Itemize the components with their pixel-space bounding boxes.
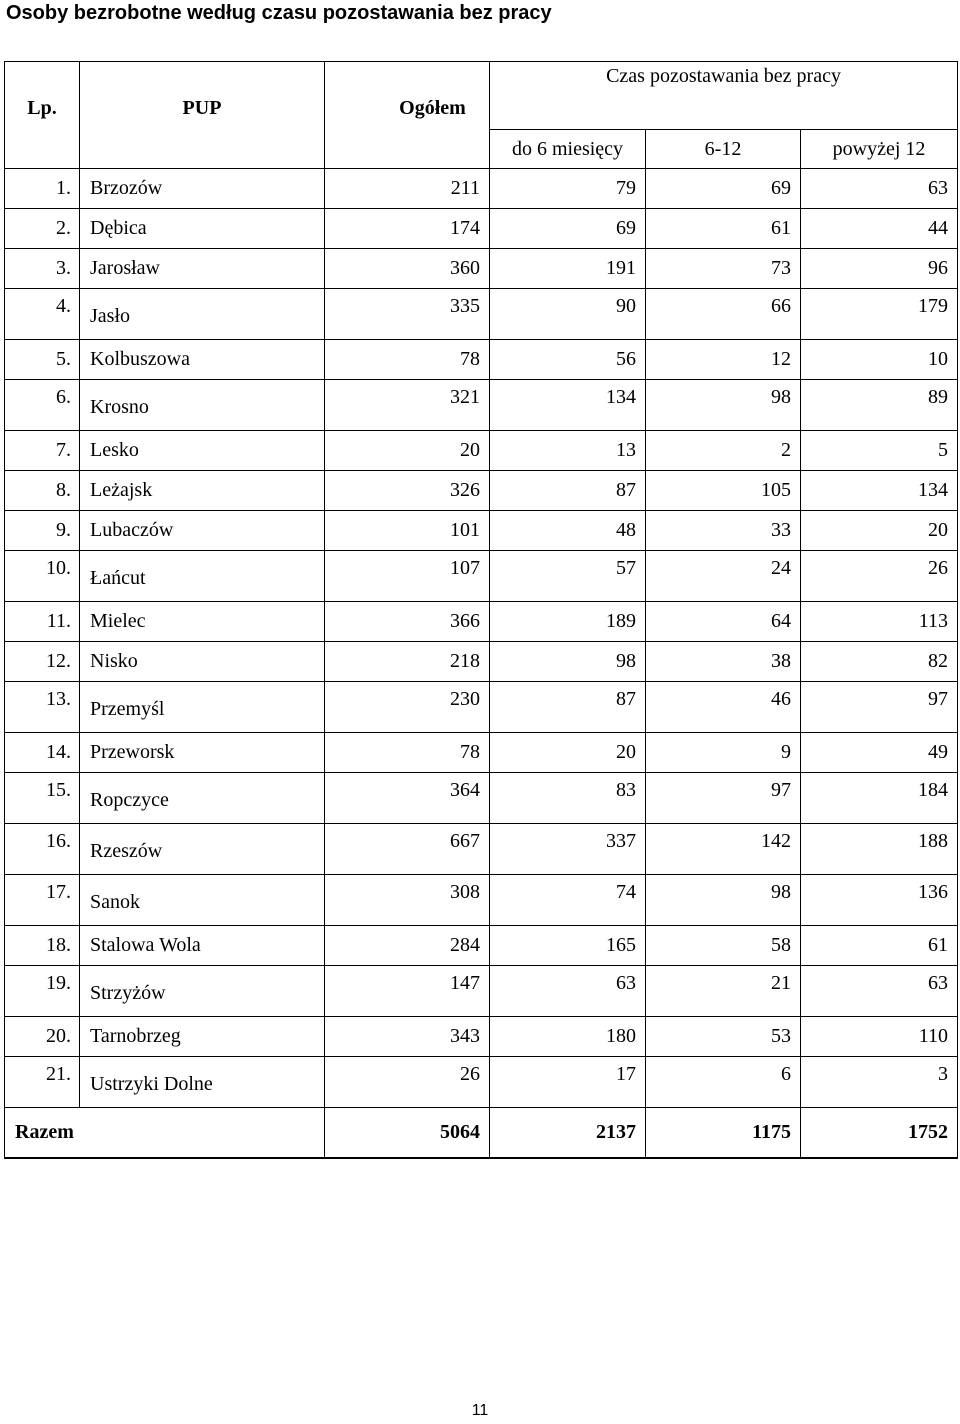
row-6-12: 38 [646,642,801,682]
row-pup: Nisko [80,642,325,682]
header-6-12-months: 6-12 [646,130,801,169]
row-6-12: 6 [646,1057,801,1108]
row-6-12: 21 [646,966,801,1017]
row-6-12: 98 [646,875,801,926]
table-row [5,773,958,824]
row-pup: Przeworsk [80,733,325,773]
row-6-12: 142 [646,824,801,875]
row-6-12: 33 [646,511,801,551]
row-6-12: 73 [646,249,801,289]
table-row [5,289,958,340]
row-over-12: 136 [801,875,958,926]
row-total: 284 [325,926,490,966]
table-row [5,471,958,511]
row-pup: Rzeszów [80,824,325,875]
row-up-to-6: 87 [490,471,646,511]
row-lp: 8. [5,471,80,511]
row-up-to-6: 98 [490,642,646,682]
row-over-12: 10 [801,340,958,380]
row-up-to-6: 13 [490,431,646,471]
row-total: 366 [325,602,490,642]
table-row [5,926,958,966]
row-pup: Lubaczów [80,511,325,551]
row-6-12: 58 [646,926,801,966]
row-over-12: 134 [801,471,958,511]
totals-total: 5064 [325,1108,490,1158]
row-up-to-6: 56 [490,340,646,380]
row-lp: 9. [5,511,80,551]
row-over-12: 179 [801,289,958,340]
row-over-12: 63 [801,169,958,209]
row-lp: 20. [5,1017,80,1057]
row-over-12: 97 [801,682,958,733]
header-over-12-months: powyżej 12 [801,130,958,169]
row-6-12: 98 [646,380,801,431]
row-lp: 12. [5,642,80,682]
row-total: 20 [325,431,490,471]
row-total: 335 [325,289,490,340]
table-row [5,511,958,551]
table-row [5,602,958,642]
row-total: 211 [325,169,490,209]
row-up-to-6: 63 [490,966,646,1017]
page-number: 11 [471,1402,489,1419]
row-6-12: 2 [646,431,801,471]
row-total: 667 [325,824,490,875]
row-total: 107 [325,551,490,602]
row-total: 364 [325,773,490,824]
row-6-12: 53 [646,1017,801,1057]
row-6-12: 46 [646,682,801,733]
row-up-to-6: 74 [490,875,646,926]
table-row [5,249,958,289]
row-6-12: 64 [646,602,801,642]
row-up-to-6: 20 [490,733,646,773]
row-pup: Krosno [80,380,325,431]
row-lp: 6. [5,380,80,431]
row-lp: 14. [5,733,80,773]
row-lp: 3. [5,249,80,289]
row-lp: 1. [5,169,80,209]
row-pup: Lesko [80,431,325,471]
row-over-12: 44 [801,209,958,249]
totals-over-12: 1752 [801,1108,958,1158]
row-up-to-6: 17 [490,1057,646,1108]
row-pup: Leżajsk [80,471,325,511]
row-up-to-6: 69 [490,209,646,249]
row-pup: Jasło [80,289,325,340]
row-over-12: 110 [801,1017,958,1057]
page-title: Osoby bezrobotne według czasu pozostawania bez pracy [6,2,552,24]
row-up-to-6: 191 [490,249,646,289]
row-lp: 15. [5,773,80,824]
row-up-to-6: 87 [490,682,646,733]
row-over-12: 26 [801,551,958,602]
totals-label: Razem [5,1108,325,1158]
table-row [5,169,958,209]
row-total: 101 [325,511,490,551]
row-over-12: 82 [801,642,958,682]
row-up-to-6: 79 [490,169,646,209]
table-row [5,642,958,682]
row-lp: 21. [5,1057,80,1108]
row-over-12: 63 [801,966,958,1017]
row-up-to-6: 189 [490,602,646,642]
row-pup: Strzyżów [80,966,325,1017]
table-row [5,1017,958,1057]
row-total: 174 [325,209,490,249]
row-pup: Stalowa Wola [80,926,325,966]
row-pup: Ustrzyki Dolne [80,1057,325,1108]
row-total: 308 [325,875,490,926]
row-up-to-6: 90 [490,289,646,340]
row-total: 26 [325,1057,490,1108]
header-lp: Lp. [5,62,80,169]
table-row [5,551,958,602]
row-up-to-6: 57 [490,551,646,602]
table-row [5,733,958,773]
row-up-to-6: 165 [490,926,646,966]
row-6-12: 12 [646,340,801,380]
header-pup: PUP [80,62,325,169]
row-pup: Przemyśl [80,682,325,733]
row-lp: 5. [5,340,80,380]
table-row [5,875,958,926]
row-up-to-6: 180 [490,1017,646,1057]
row-lp: 19. [5,966,80,1017]
row-over-12: 113 [801,602,958,642]
row-6-12: 105 [646,471,801,511]
row-lp: 16. [5,824,80,875]
row-over-12: 89 [801,380,958,431]
row-lp: 17. [5,875,80,926]
row-up-to-6: 48 [490,511,646,551]
table-row [5,209,958,249]
row-pup: Dębica [80,209,325,249]
row-pup: Brzozów [80,169,325,209]
header-duration-group: Czas pozostawania bez pracy [490,62,958,130]
row-over-12: 96 [801,249,958,289]
unemployment-table [4,61,958,1159]
row-lp: 2. [5,209,80,249]
totals-row [5,1108,958,1158]
row-total: 230 [325,682,490,733]
row-total: 343 [325,1017,490,1057]
table-row [5,966,958,1017]
row-total: 78 [325,733,490,773]
row-pup: Jarosław [80,249,325,289]
row-lp: 13. [5,682,80,733]
table-row [5,1057,958,1108]
row-pup: Mielec [80,602,325,642]
row-over-12: 3 [801,1057,958,1108]
row-total: 147 [325,966,490,1017]
row-over-12: 188 [801,824,958,875]
row-over-12: 61 [801,926,958,966]
table-row [5,431,958,471]
row-6-12: 61 [646,209,801,249]
row-over-12: 184 [801,773,958,824]
row-total: 326 [325,471,490,511]
table-row [5,682,958,733]
row-pup: Łańcut [80,551,325,602]
table-row [5,824,958,875]
totals-6-12: 1175 [646,1108,801,1158]
row-total: 360 [325,249,490,289]
row-total: 321 [325,380,490,431]
row-pup: Ropczyce [80,773,325,824]
row-6-12: 66 [646,289,801,340]
row-lp: 11. [5,602,80,642]
row-total: 218 [325,642,490,682]
row-6-12: 9 [646,733,801,773]
row-over-12: 20 [801,511,958,551]
row-pup: Kolbuszowa [80,340,325,380]
row-over-12: 5 [801,431,958,471]
row-total: 78 [325,340,490,380]
row-pup: Sanok [80,875,325,926]
header-row [5,62,958,130]
row-pup: Tarnobrzeg [80,1017,325,1057]
row-over-12: 49 [801,733,958,773]
row-up-to-6: 83 [490,773,646,824]
row-lp: 7. [5,431,80,471]
header-up-to-6-months: do 6 miesięcy [490,130,646,169]
row-up-to-6: 337 [490,824,646,875]
row-6-12: 69 [646,169,801,209]
row-up-to-6: 134 [490,380,646,431]
table-row [5,380,958,431]
table-row [5,340,958,380]
totals-up-to-6: 2137 [490,1108,646,1158]
row-lp: 18. [5,926,80,966]
row-lp: 4. [5,289,80,340]
row-6-12: 97 [646,773,801,824]
header-total: Ogółem [325,62,490,169]
row-6-12: 24 [646,551,801,602]
row-lp: 10. [5,551,80,602]
